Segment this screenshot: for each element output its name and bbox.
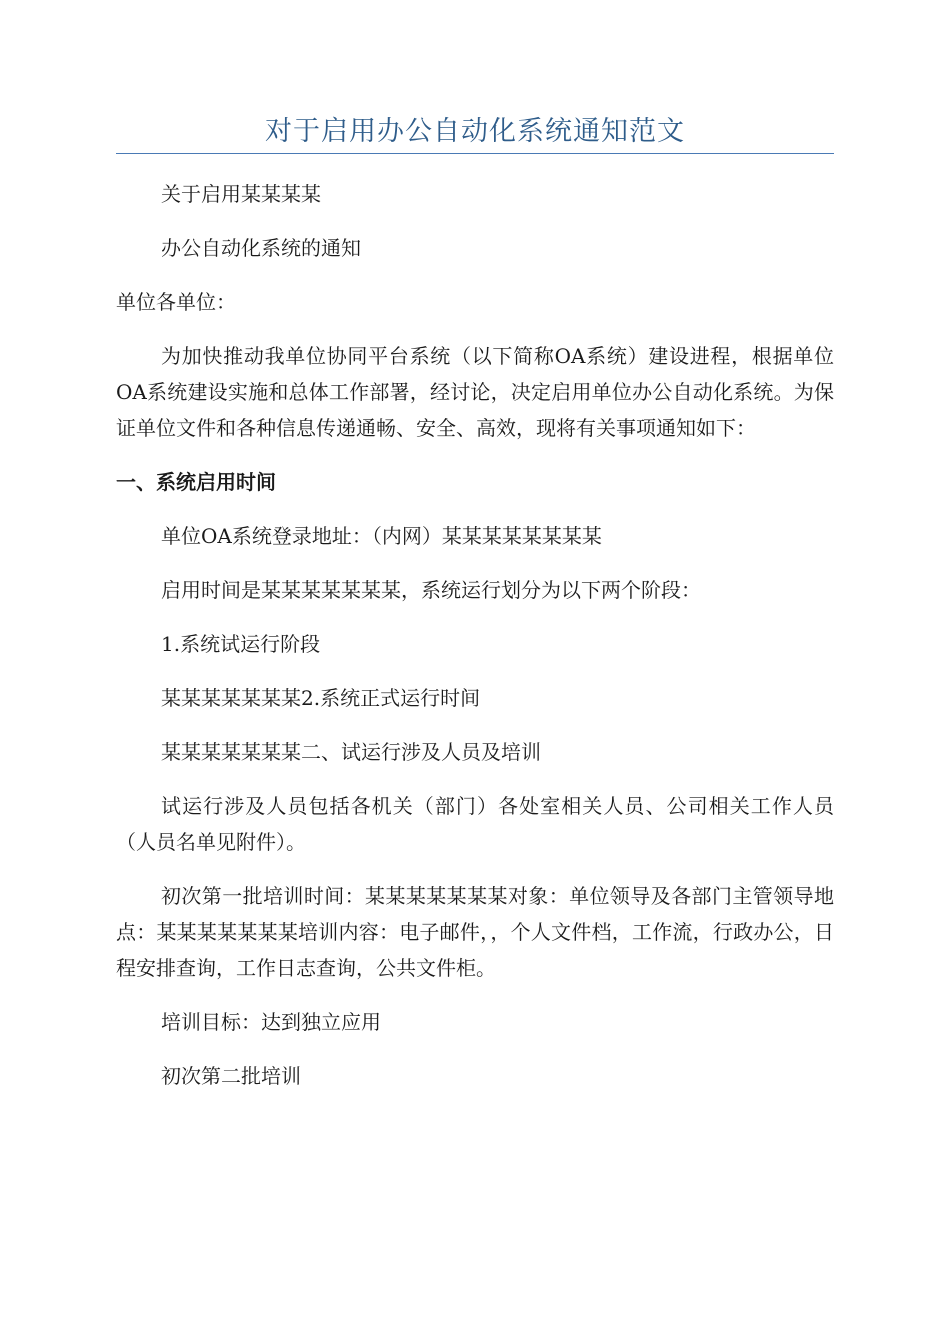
paragraph-subject-line-2: 办公自动化系统的通知 [161, 236, 361, 260]
paragraph-login-address: 单位OA系统登录地址：（内网）某某某某某某某某 [161, 524, 602, 548]
paragraph-training-goal: 培训目标：达到独立应用 [161, 1010, 381, 1034]
document-body [116, 176, 834, 1112]
paragraph-salutation: 单位各单位： [116, 290, 236, 314]
title-underline [116, 153, 834, 154]
paragraph-intro: 为加快推动我单位协同平台系统（以下简称OA系统）建设进程，根据单位OA系统建设实施和总体工作部署，经讨论，决定启用单位办公自动化系统。为保证单位文件和各种信息传递通畅、安全、高效，现将有关事项通知如下： [116, 344, 834, 440]
paragraph-stage-2: 某某某某某某某2.系统正式运行时间 [161, 686, 481, 710]
paragraph-section-2: 某某某某某某某二、试运行涉及人员及培训 [161, 740, 541, 764]
paragraph-personnel: 试运行涉及人员包括各机关（部门）各处室相关人员、公司相关工作人员（人员名单见附件）。 [116, 794, 834, 854]
document-title: 对于启用办公自动化系统通知范文 [265, 116, 685, 147]
paragraph-start-time: 启用时间是某某某某某某某，系统运行划分为以下两个阶段： [161, 578, 701, 602]
paragraph-stage-1: 1.系统试运行阶段 [161, 632, 321, 656]
paragraph-training-batch-1: 初次第一批培训时间：某某某某某某某对象：单位领导及各部门主管领导地点：某某某某某某某培训内容：电子邮件，，个人文件档，工作流，行政办公，日程安排查询，工作日志查询，公共文件柜。 [116, 884, 834, 980]
section-heading-1: 一、系统启用时间 [116, 470, 276, 494]
paragraph-training-batch-2: 初次第二批培训 [161, 1064, 301, 1088]
paragraph-subject-line-1: 关于启用某某某某 [161, 182, 321, 206]
